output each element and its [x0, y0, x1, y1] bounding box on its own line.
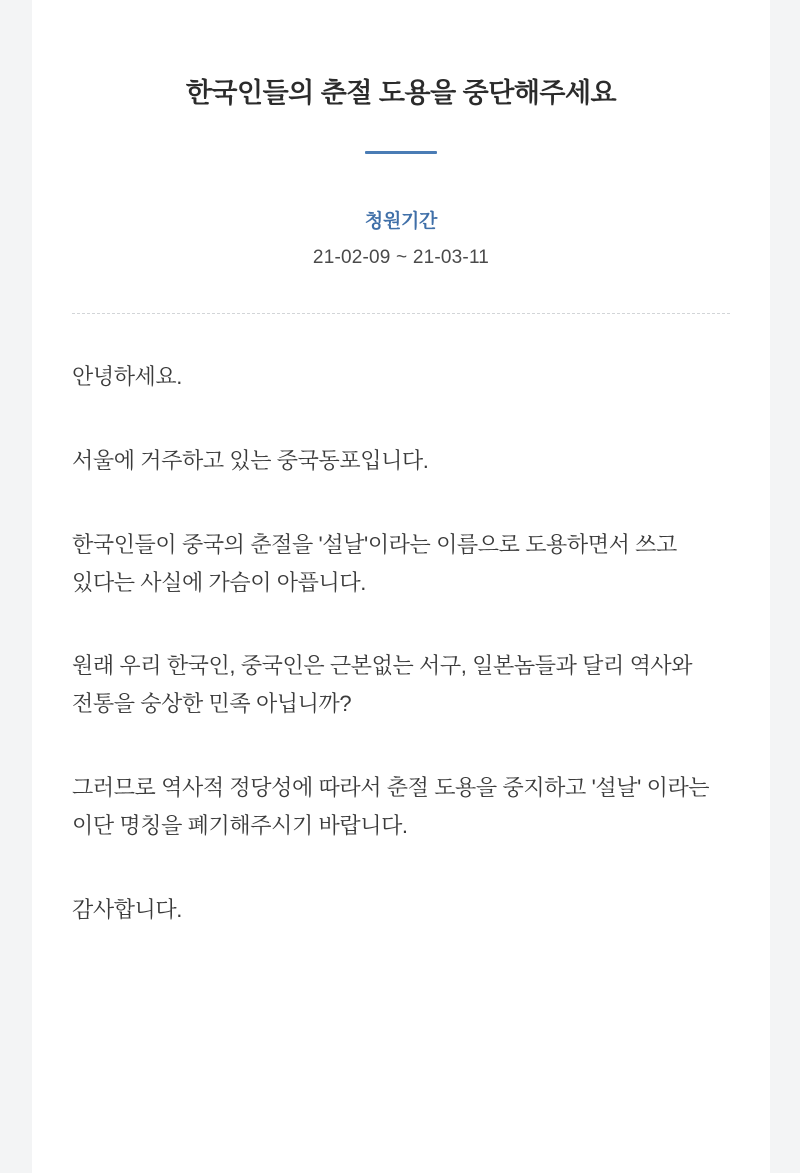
petition-header [32, 0, 770, 314]
petition-paragraph: 그러므로 역사적 정당성에 따라서 춘절 도용을 중지하고 '설날' 이라는 이단 명칭을 폐기해주시기 바랍니다. [72, 775, 710, 838]
petition-paragraph: 서울에 거주하고 있는 중국동포입니다. [72, 447, 429, 473]
page-title: 한국인들의 춘절 도용을 중단해주세요 [185, 78, 617, 108]
petition-paragraph: 원래 우리 한국인, 중국인은 근본없는 서구, 일본놈들과 달리 역사와 전통을 숭상한 민족 아닙니까? [72, 653, 693, 717]
petition-paragraph: 한국인들이 중국의 춘절을 '설날'이라는 이름으로 도용하면서 쓰고 있다는 사실에 가슴이 아픕니다. [72, 531, 677, 595]
petition-paragraph: 안녕하세요. [72, 364, 182, 390]
petition-body [32, 314, 770, 928]
petition-period-label: 청원기간 [364, 211, 438, 233]
petition-paragraph: 감사합니다. [72, 896, 182, 922]
title-divider [365, 151, 437, 154]
page-gutter-right [770, 0, 800, 1173]
petition-sheet [32, 0, 770, 1173]
petition-period-value: 21-02-09 ~ 21-03-11 [312, 247, 490, 269]
page-gutter-left [0, 0, 32, 1173]
